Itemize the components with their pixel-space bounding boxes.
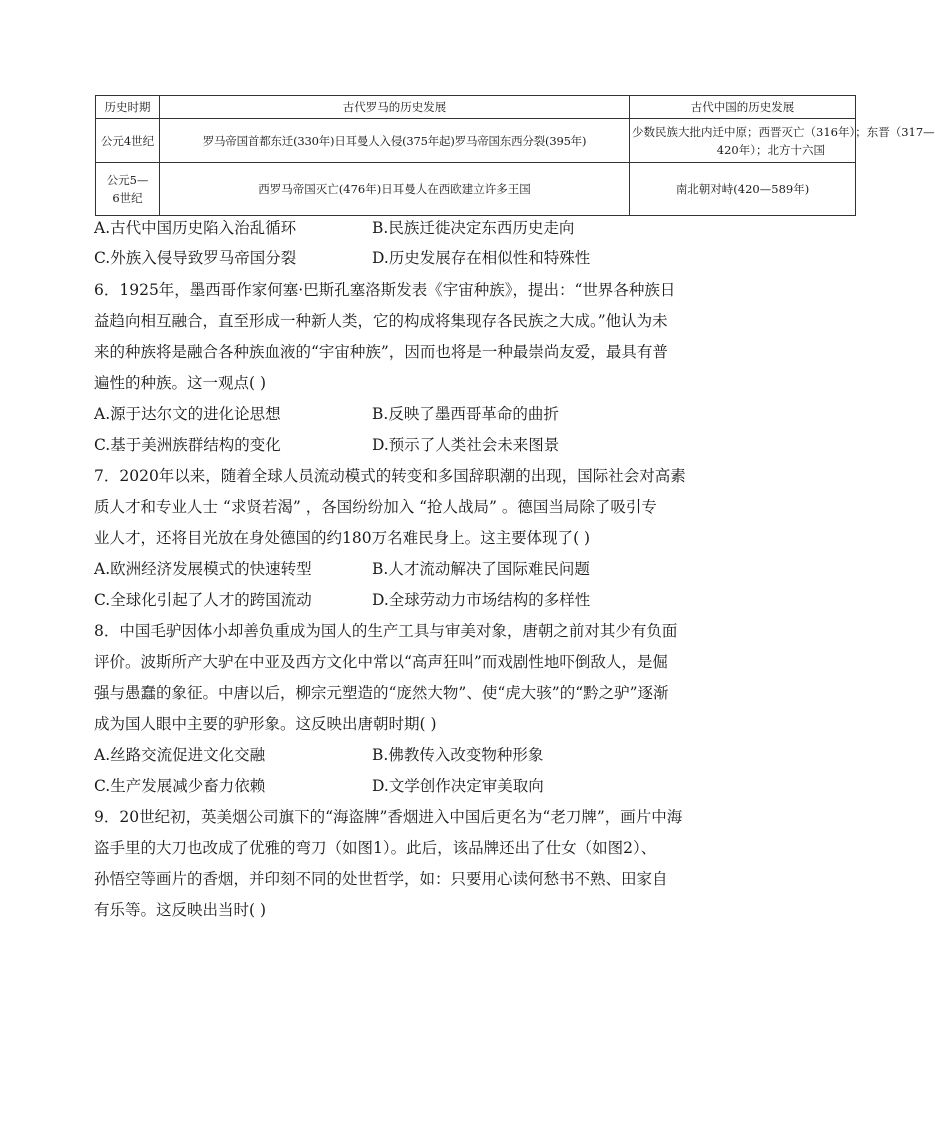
q6-line-2: 益趋向相互融合，直至形成一种新人类，它的构成将集现存各民族之大成。”他认为未 [94, 312, 668, 330]
q7-option-a: A.欧洲经济发展模式的快速转型 [94, 560, 312, 578]
q8-option-b: B.佛教传入改变物种形象 [372, 746, 544, 764]
row1-china-line1: 少数民族大批内迁中原；西晋灭亡（316年）；东晋（317— [632, 124, 935, 139]
q9-line-1: 9．20世纪初，英美烟公司旗下的“海盗牌”香烟进入中国后更名为“老刀牌”，画片中海 [94, 808, 683, 826]
q8-line-2: 评价。波斯所产大驴在中亚及西方文化中常以“高声狂叫”而戏剧性地吓倒敌人，是倔 [94, 653, 668, 671]
q7-option-c: C.全球化引起了人才的跨国流动 [94, 591, 312, 609]
table-row [96, 163, 856, 216]
q5-option-b: B.民族迁徙决定东西历史走向 [372, 219, 575, 237]
row1-period: 公元4世纪 [96, 119, 160, 163]
row2-period-line1: 公元5— [106, 173, 149, 187]
q6-line-1: 6．1925年，墨西哥作家何塞·巴斯孔塞洛斯发表《宇宙种族》，提出：“世界各种族日 [94, 281, 676, 299]
q8-option-c: C.生产发展减少畜力依赖 [94, 777, 266, 795]
q6-option-a: A.源于达尔文的进化论思想 [94, 405, 281, 423]
q7-line-3: 业人才，还将目光放在身处德国的约180万名难民身上。这主要体现了( ) [94, 529, 591, 547]
row2-period [96, 163, 160, 216]
header-china: 古代中国的历史发展 [630, 96, 856, 119]
q6-line-3: 来的种族将是融合各种族血液的“宇宙种族”，因而也将是一种最崇尚友爱，最具有普 [94, 343, 668, 361]
q9-line-2: 盗手里的大刀也改成了优雅的弯刀（如图1）。此后，该品牌还出了仕女（如图2）、 [94, 839, 657, 857]
row1-china [630, 119, 935, 163]
q6-option-d: D.预示了人类社会未来图景 [372, 436, 560, 454]
q6-option-c: C.基于美洲族群结构的变化 [94, 436, 281, 454]
table-header-row [96, 96, 856, 119]
table-row [96, 119, 856, 163]
q9-line-4: 有乐等。这反映出当时( ) [94, 901, 267, 919]
q7-option-d: D.全球劳动力市场结构的多样性 [372, 591, 591, 609]
q5-option-d: D.历史发展存在相似性和特殊性 [372, 249, 591, 267]
q7-option-b: B.人才流动解决了国际难民问题 [372, 560, 590, 578]
q6-option-b: B.反映了墨西哥革命的曲折 [372, 405, 559, 423]
q5-option-c: C.外族入侵导致罗马帝国分裂 [94, 249, 297, 267]
q8-line-3: 强与愚蠢的象征。中唐以后，柳宗元塑造的“庞然大物”、使“虎大骇”的“黔之驴”逐渐 [94, 684, 669, 702]
q6-line-4: 遍性的种族。这一观点( ) [94, 374, 267, 392]
q8-line-1: 8．中国毛驴因体小却善负重成为国人的生产工具与审美对象，唐朝之前对其少有负面 [94, 622, 678, 640]
header-rome: 古代罗马的历史发展 [160, 96, 630, 119]
row2-period-line2: 6世纪 [112, 191, 143, 205]
q7-line-1: 7．2020年以来，随着全球人员流动模式的转变和多国辞职潮的出现，国际社会对高素 [94, 467, 686, 485]
header-period: 历史时期 [96, 96, 160, 119]
row2-china: 南北朝对峙(420—589年) [630, 163, 856, 216]
row1-rome: 罗马帝国首都东迁(330年)日耳曼人入侵(375年起)罗马帝国东西分裂(395年) [160, 119, 630, 163]
q8-option-d: D.文学创作决定审美取向 [372, 777, 544, 795]
q9-line-3: 孙悟空等画片的香烟，并印刻不同的处世哲学，如：只要用心读何愁书不熟、田家自 [94, 870, 668, 888]
row2-rome: 西罗马帝国灭亡(476年)日耳曼人在西欧建立许多王国 [160, 163, 630, 216]
row1-china-line2: 420年）；北方十六国 [716, 142, 825, 157]
q8-option-a: A.丝路交流促进文化交融 [94, 746, 266, 764]
q8-line-4: 成为国人眼中主要的驴形象。这反映出唐朝时期( ) [94, 715, 437, 733]
history-comparison-table [95, 95, 935, 215]
q7-line-2: 质人才和专业人士 “求贤若渴” ，各国纷纷加入 “抢人战局” 。德国当局除了吸引专 [94, 498, 657, 516]
q5-option-a: A.古代中国历史陷入治乱循环 [94, 219, 297, 237]
